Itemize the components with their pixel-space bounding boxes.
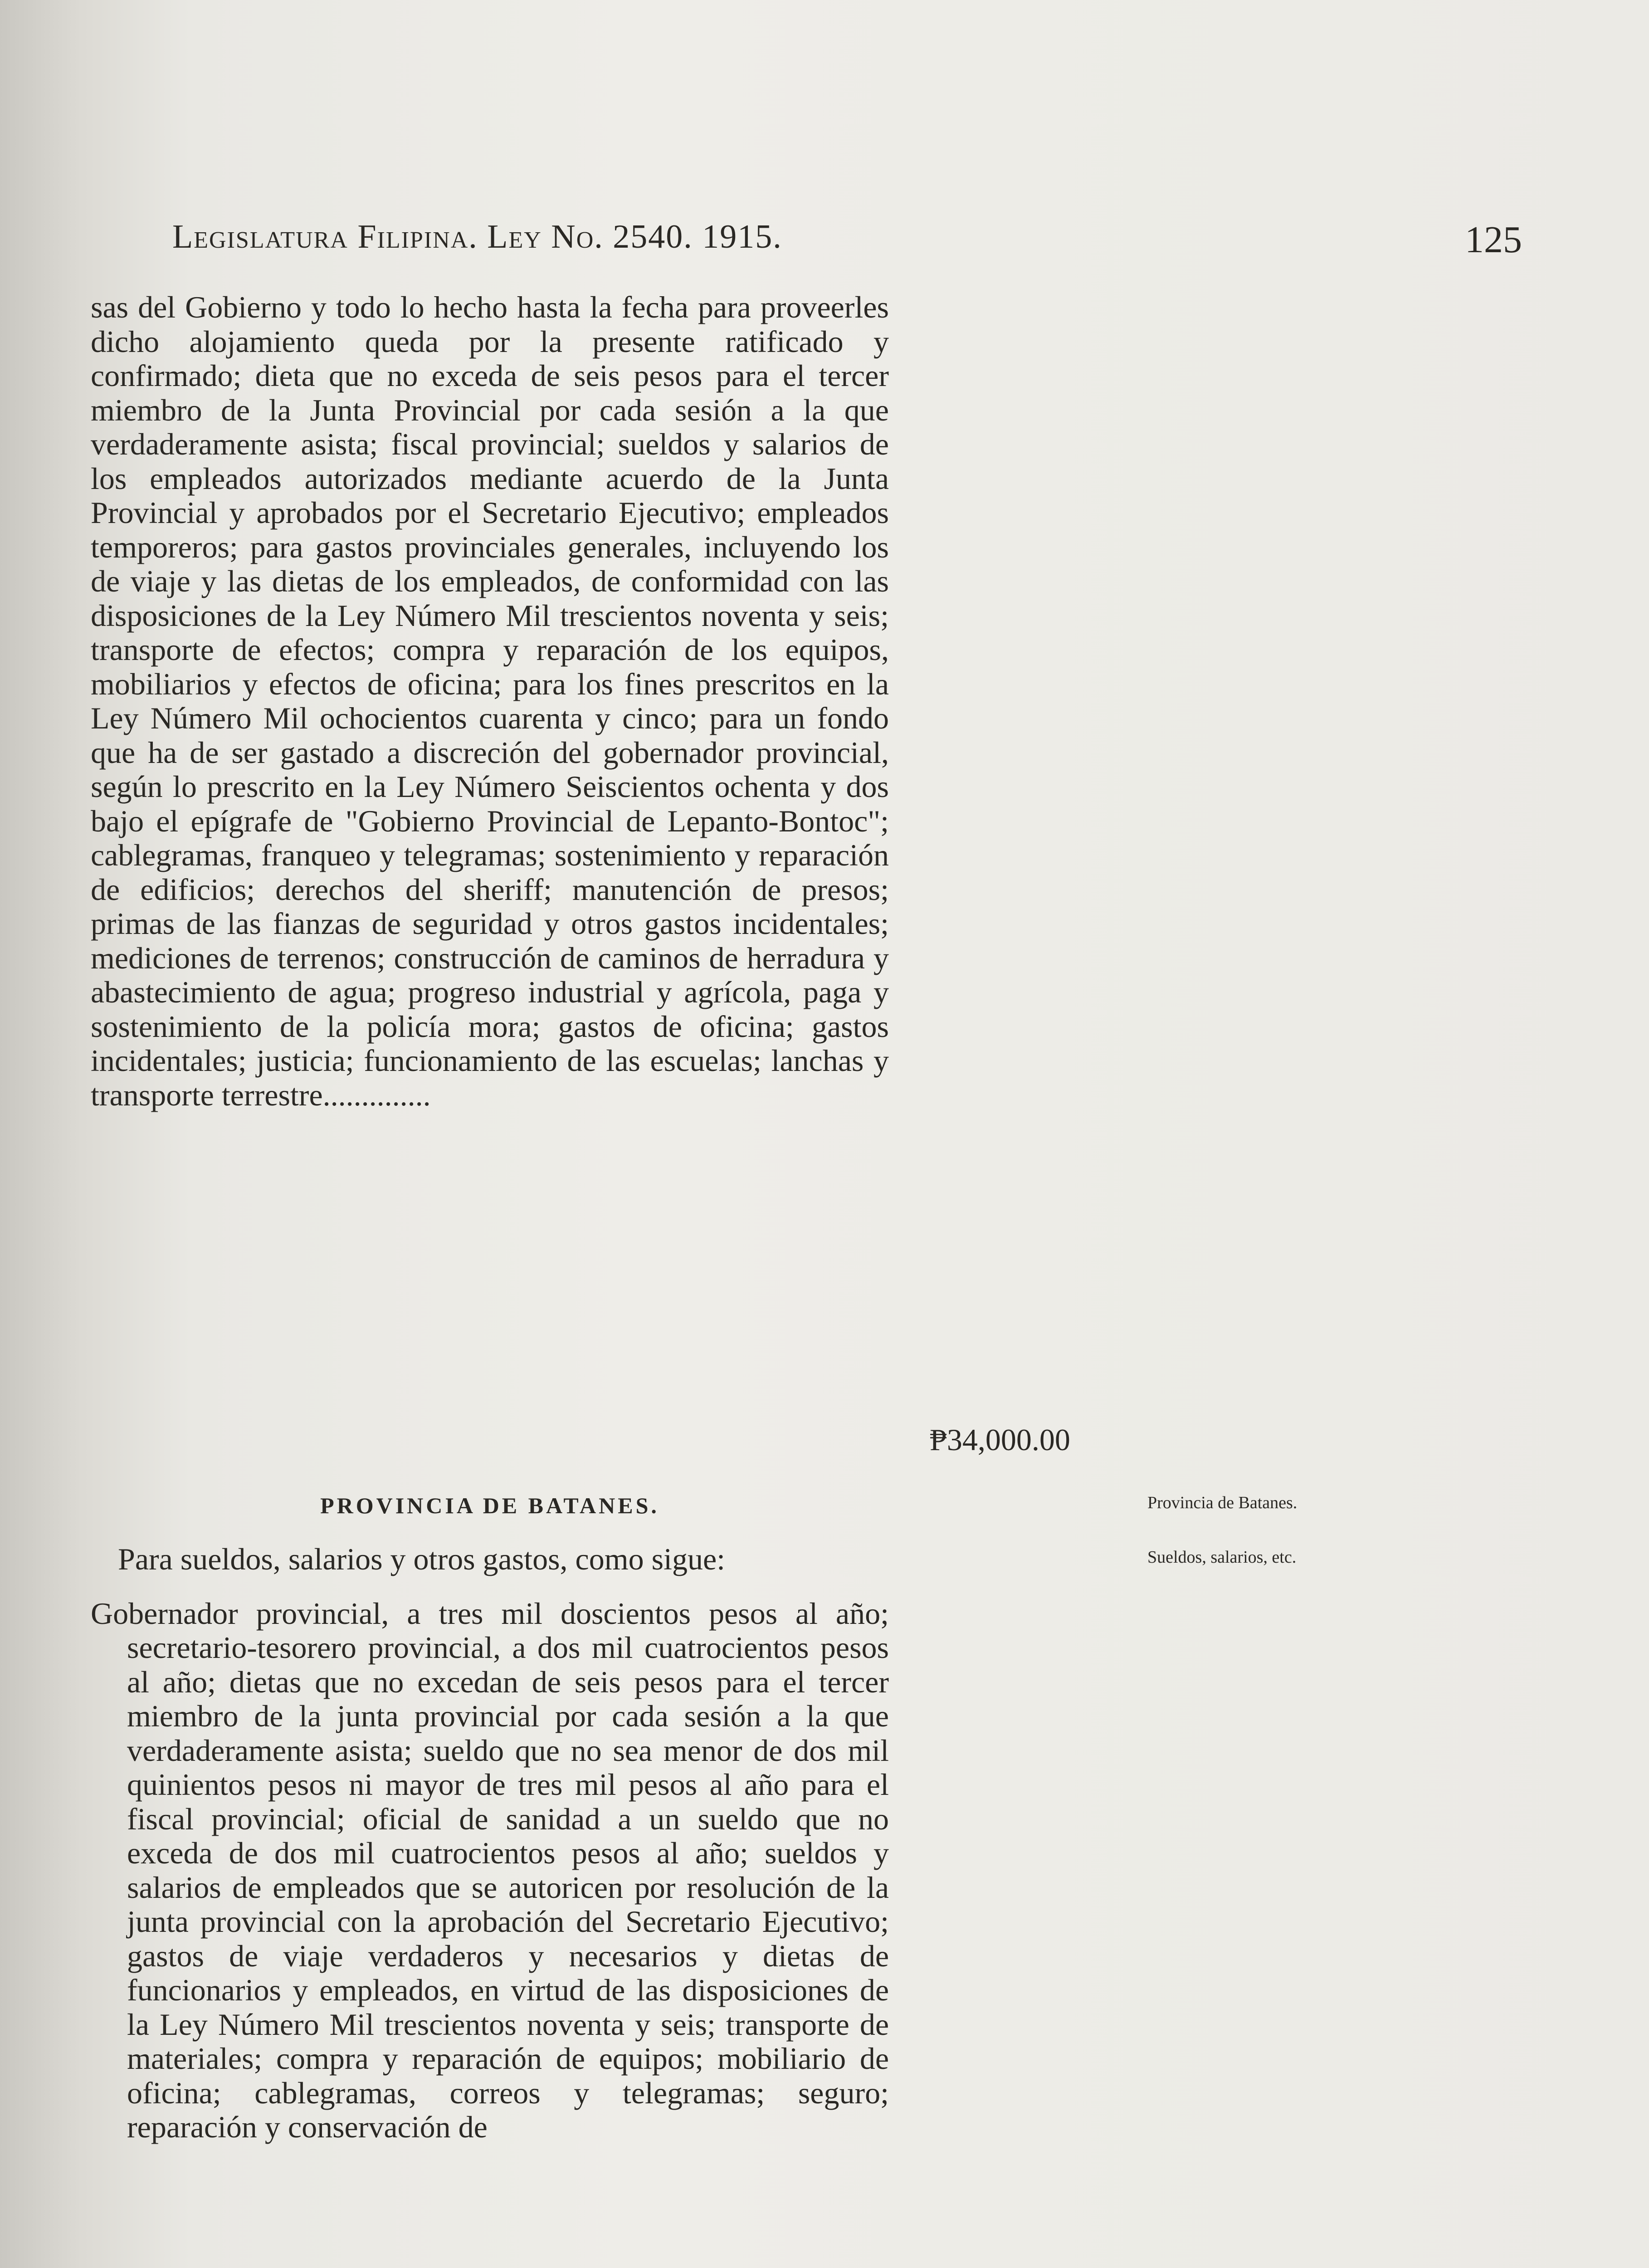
section-item: Gobernador provincial, a tres mil doscientos pesos al año; secretario-tesorero provincial, a dos mil cuatrocientos pesos al año; dietas que no excedan de seis pesos para el tercer miembro de la junta provincial por cada sesión a la que verdaderamente asista; sueldo que no sea menor de dos mil quinientos pesos ni mayor de tres mil pesos al año para el fiscal provincial; oficial de sanidad a un sueldo que no exceda de dos mil cuatrocientos pesos al año; sueldos y salarios de empleados que se autoricen por resolución de la junta provincial con la aprobación del Secretario Ejecutivo; gastos de viaje verdaderos y necesarios y dietas de funcionarios y empleados, en virtud de las disposiciones de la Ley Número Mil trescientos noventa y seis; transporte de materiales; compra y reparación de equipos; mobiliario de oficina; cablegramas, correos y telegramas; seguro; reparación y conservación de (91, 1596, 889, 2144)
continuation-paragraph: sas del Gobierno y todo lo hecho hasta la fecha para proveerles dicho alojamiento queda por la presente ratificado y confirmado; dieta que no exceda de seis pesos para el tercer miembro de la Junta Provincial por cada sesión a la que verdaderamente asista; fiscal provincial; sueldos y salarios de los empleados autorizados mediante acuerdo de la Junta Provincial y aprobados por el Secretario Ejecutivo; empleados temporeros; para gastos provinciales generales, incluyendo los de viaje y las dietas de los empleados, de conformidad con las disposiciones de la Ley Número Mil trescientos noventa y seis; transporte de efectos; compra y reparación de los equipos, mobiliarios y efectos de oficina; para los fines prescritos en la Ley Número Mil ochocientos cuarenta y cinco; para un fondo que ha de ser gastado a discreción del gobernador provincial, según lo prescrito en la Ley Número Seiscientos ochenta y dos bajo el epígrafe de "Gobierno Provincial de Lepanto-Bontoc"; cablegramas, franqueo y telegramas; sostenimiento y reparación de edificios; derechos del sheriff; manutención de presos; primas de las fianzas de seguridad y otros gastos incidentales; mediciones de terrenos; construcción de caminos de herradura y abastecimiento de agua; progreso industrial y agrícola, paga y sostenimiento de la policía mora; gastos de oficina; gastos incidentales; justicia; funcionamiento de las escuelas; lanchas y transporte terrestre.............. (91, 290, 889, 1112)
page-header (172, 218, 1533, 268)
page-number: 125 (1465, 219, 1522, 261)
continuation-text (91, 290, 889, 1112)
sidenote-province: Provincia de Batanes. (1147, 1493, 1298, 1512)
sidenote-salaries: Sueldos, salarios, etc. (1147, 1548, 1297, 1567)
section-intro: Para sueldos, salarios y otros gastos, como sigue: (118, 1542, 726, 1576)
running-head: Legislatura Filipina. Ley No. 2540. 1915. (172, 218, 782, 255)
section-body (91, 1542, 889, 2145)
appropriation-amount: ₱34,000.00 (930, 1422, 1070, 1457)
section-title: PROVINCIA DE BATANES. (320, 1493, 659, 1518)
